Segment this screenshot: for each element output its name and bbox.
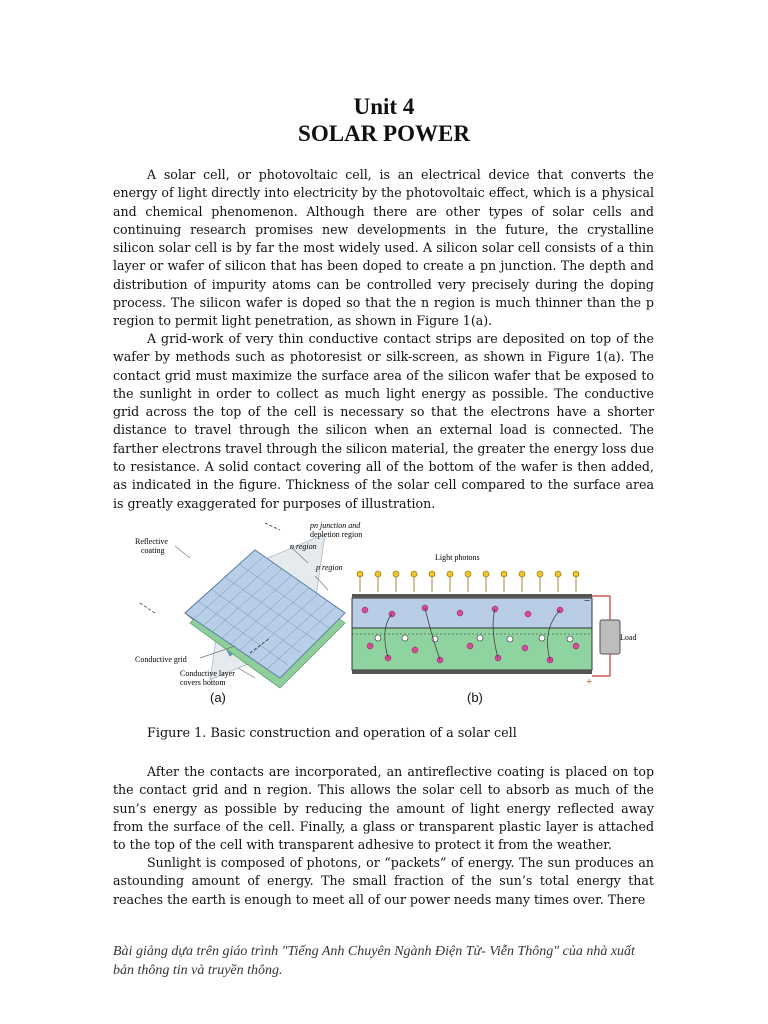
label-p-region: p region — [316, 563, 343, 572]
label-reflective-coating-1: Reflective — [135, 537, 168, 546]
label-load: Load — [620, 633, 637, 642]
label-conductive-layer-1: Conductive layer — [180, 669, 235, 678]
figure-a-label: (a) — [210, 690, 226, 705]
label-conductive-layer-2: covers bottom — [180, 678, 226, 687]
paragraph-sunlight: Sunlight is composed of photons, or “packets” of energy. The sun produces an astounding amount of energy. The small fraction of the sun’s total energy that reaches the earth is enough to meet all of our power needs many times over. There — [113, 855, 654, 907]
figure-b-cross-section — [352, 571, 620, 676]
footer-note: Bài giảng dựa trên giáo trình "Tiếng Anh Chuyên Ngành Điện Tử- Viễn Thông" của nhà xuất bản thông tin và truyền thông. — [113, 944, 635, 978]
label-n-region: n region — [290, 542, 317, 551]
paragraph-grid: A grid-work of very thin conductive contact strips are deposited on top of the wafer by methods such as photoresist or silk-screen, as shown in Figure 1(a). The contact grid must maximize the surface area of the silicon wafer that be exposed to the sunlight in order to collect as much light energy as possible. The conductive grid across the top of the cell is necessary so that the electrons have a shorter distance to travel through the silicon when an external load is connected. The farther electrons travel through the silicon material, the greater the energy loss due to resistance. A solid contact covering all of the bottom of the wafer is then added, as indicated in the figure. Thickness of the solar cell compared to the surface area is greatly exaggerated for purposes of illustration. — [113, 331, 655, 511]
paragraph-coating: After the contacts are incorporated, an antireflective coating is placed on top the contact grid and n region. This allows the solar cell to absorb as much of the sun’s energy as possible by reducing the amount of light energy reflected away from the surface of the cell. Finally, a glass or transparent plastic layer is attached to the top of the cell with transparent adhesive to protect it from the weather. — [113, 764, 654, 853]
label-pn-junction-2: depletion region — [310, 530, 363, 539]
paragraph-intro: A solar cell, or photovoltaic cell, is an electrical device that converts the energy of light directly into electricity by the photovoltaic effect, which is a physical and chemical phenomenon. Although there are other types of solar cells and continuing research promises new developments in the future, the crystalline silicon solar cell is by far the most widely used. A silicon solar cell consists of a thin layer or wafer of silicon that has been doped to create a pn junction. The depth and distribution of impurity atoms can be controlled very precisely during the doping process. The silicon wafer is doped so that the n region is much thinner than the p region to permit light penetration, as shown in Figure 1(a). — [113, 167, 654, 329]
label-minus: − — [584, 595, 591, 607]
label-plus: + — [586, 676, 593, 688]
topic-title: SOLAR POWER — [298, 121, 470, 146]
label-conductive-grid: Conductive grid — [135, 655, 187, 664]
figure-b-label: (b) — [467, 690, 483, 705]
label-reflective-coating-2: coating — [141, 546, 165, 555]
unit-title: Unit 4 — [353, 94, 415, 119]
label-pn-junction-1: pn junction and — [310, 521, 361, 530]
solar-cell-figure — [130, 518, 650, 706]
label-light-photons: Light photons — [435, 553, 480, 562]
figure-caption: Figure 1. Basic construction and operation of a solar cell — [147, 726, 517, 741]
